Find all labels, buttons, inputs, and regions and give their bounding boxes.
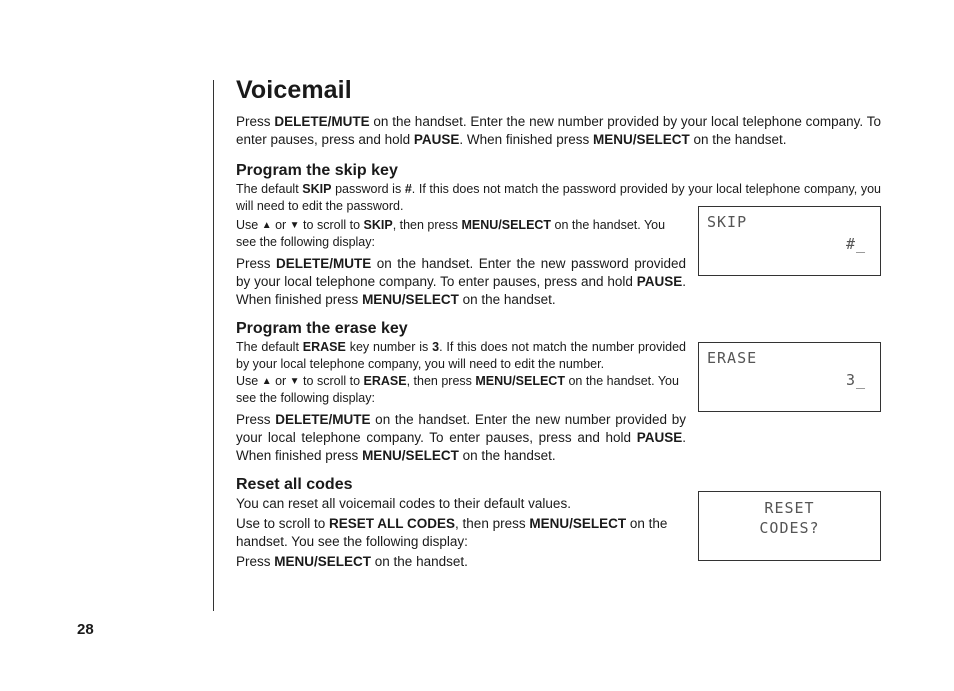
reset-row — [236, 475, 881, 571]
erase-row — [236, 319, 881, 465]
erase-display-line1: ERASE — [707, 349, 758, 367]
erase-paragraph-1: The default ERASE key number is 3. If this does not match the number provided by your local telephone company, you will need to edit the number. — [236, 340, 687, 371]
reset-display — [698, 491, 881, 561]
reset-paragraph-3: Press MENU/SELECT on the handset. — [236, 554, 468, 569]
skip-display-line2: #_ — [845, 235, 866, 253]
skip-paragraph-3: Press DELETE/MUTE on the handset. Enter the new password provided by your local telephone company. To enter pauses, press and hold PAUSE. When finished press MENU/SELECT on the handset. — [236, 256, 686, 307]
reset-left — [236, 475, 686, 571]
page-number: 28 — [77, 621, 94, 638]
reset-heading: Reset all codes — [236, 476, 353, 493]
down-arrow-icon: ▼ — [289, 376, 300, 387]
skip-section — [236, 161, 881, 309]
erase-display-line2: 3_ — [845, 371, 866, 389]
reset-paragraph-1: You can reset all voicemail codes to their default values. — [236, 496, 571, 511]
reset-section — [236, 475, 881, 571]
intro-paragraph: Press DELETE/MUTE on the handset. Enter the new number provided by your local telephone company. To enter pauses, press and hold PAUSE. When finished press MENU/SELECT on the handset. — [236, 114, 881, 147]
erase-left — [236, 319, 686, 465]
skip-display — [698, 206, 881, 276]
up-arrow-icon: ▲ — [261, 220, 272, 231]
page-content — [236, 76, 881, 571]
vertical-rule — [213, 80, 214, 611]
erase-paragraph-3: Press DELETE/MUTE on the handset. Enter the new number provided by your local telephone company. To enter pauses, press and hold PAUSE. When finished press MENU/SELECT on the handset. — [236, 412, 686, 463]
erase-paragraph-2: Use ▲ or ▼ to scroll to ERASE, then press MENU/SELECT on the handset. You see the following display: — [236, 374, 679, 405]
reset-display-line1: RESET — [764, 499, 815, 517]
skip-left — [236, 217, 686, 309]
down-arrow-icon: ▼ — [289, 220, 300, 231]
page-title: Voicemail — [236, 76, 352, 104]
reset-display-line2: CODES? — [759, 519, 820, 537]
skip-row — [236, 213, 881, 309]
reset-paragraph-2: Use to scroll to RESET ALL CODES, then press MENU/SELECT on the handset. You see the following display: — [236, 516, 668, 549]
erase-section — [236, 319, 881, 465]
skip-paragraph-2: Use ▲ or ▼ to scroll to SKIP, then press MENU/SELECT on the handset. You see the following display: — [236, 218, 666, 249]
skip-paragraph-1: The default SKIP password is #. If this does not match the password provided by your local telephone company, you will need to edit the password. — [236, 182, 881, 213]
skip-display-line1: SKIP — [707, 213, 748, 231]
erase-display — [698, 342, 881, 412]
skip-heading: Program the skip key — [236, 162, 398, 179]
erase-heading: Program the erase key — [236, 320, 408, 337]
up-arrow-icon: ▲ — [261, 376, 272, 387]
